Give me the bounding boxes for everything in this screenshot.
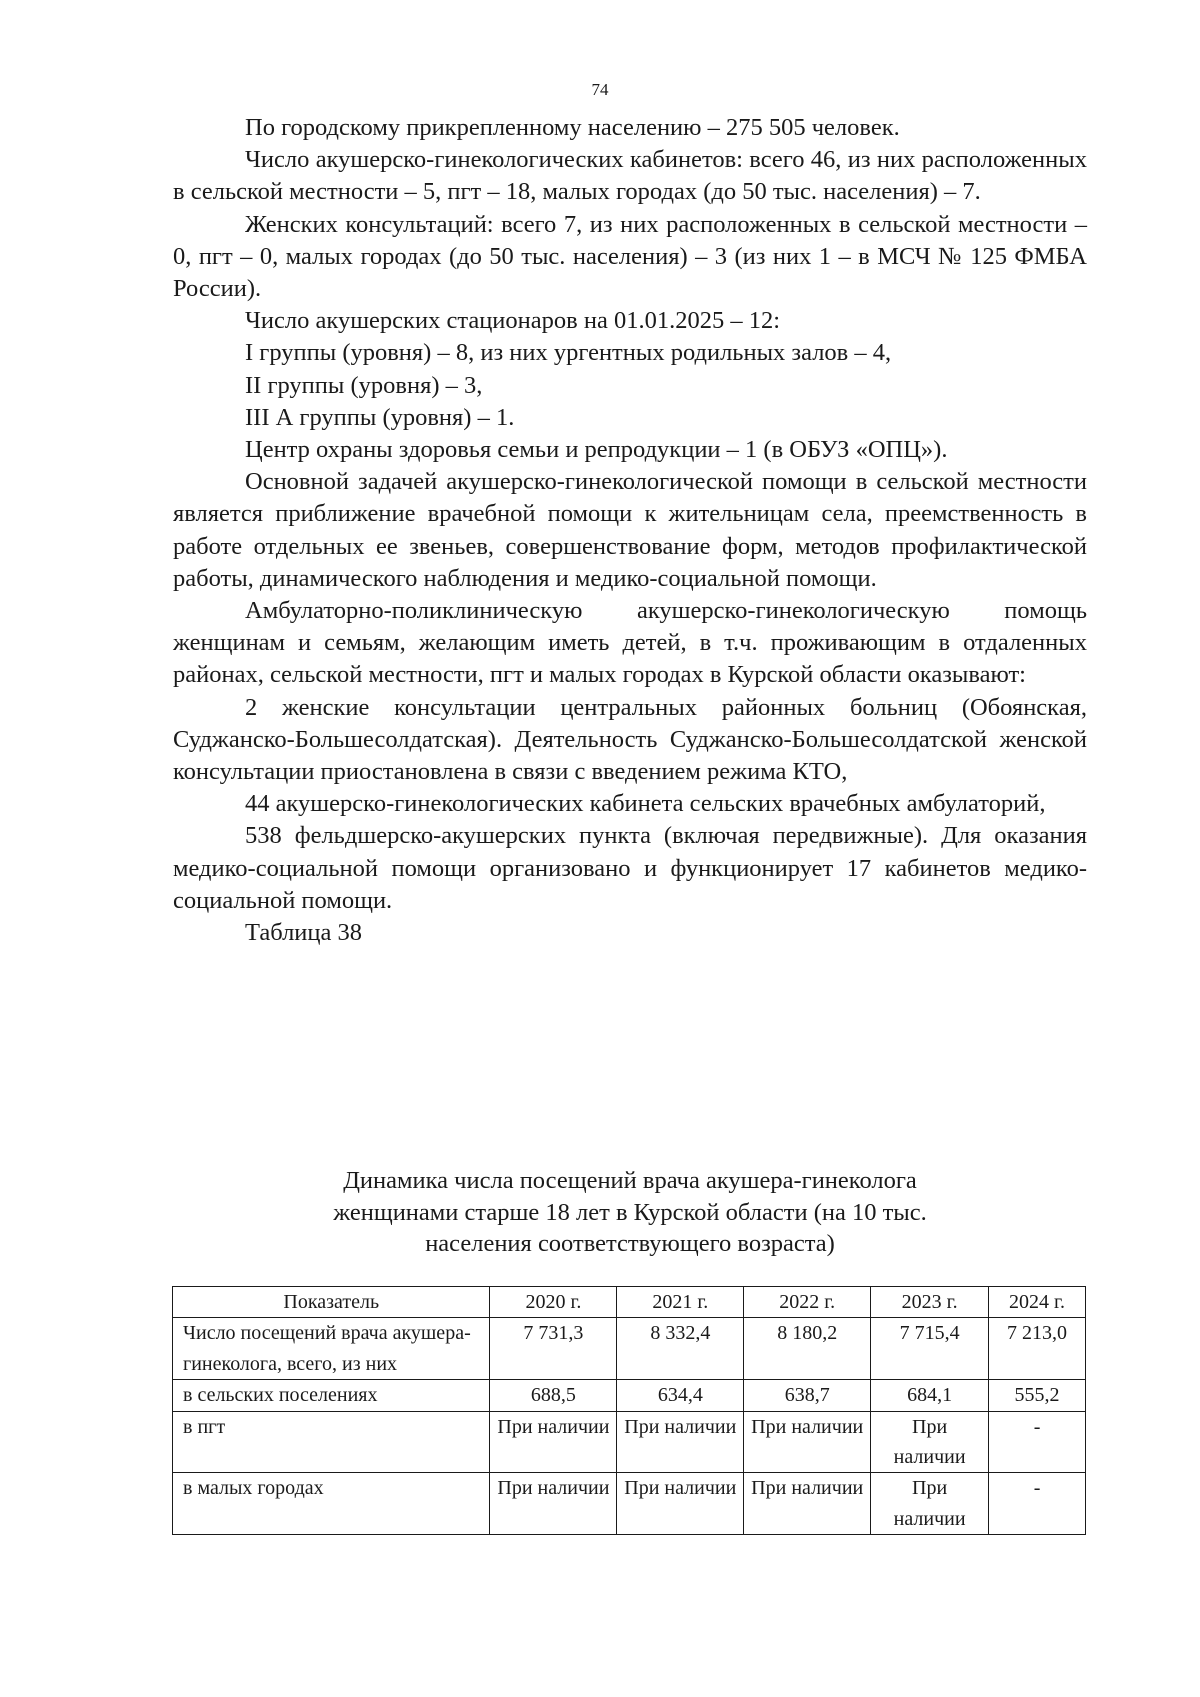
table-cell: 555,2 xyxy=(989,1380,1086,1411)
paragraph: Женских консультаций: всего 7, из них расположенных в сельской местности – 0, пгт – 0, малых городах (до 50 тыс. населения) – 3 (из них 1 – в МСЧ № 125 ФМБА России). xyxy=(173,210,1087,303)
table-cell: 7 715,4 xyxy=(871,1318,989,1380)
table-header-row xyxy=(173,1287,1086,1318)
row-label: в пгт xyxy=(173,1411,490,1473)
table-title-line: населения соответствующего возраста) xyxy=(425,1230,835,1258)
row-label: Число посещений врача акушера-гинеколога, всего, из них xyxy=(173,1318,490,1380)
column-header: 2022 г. xyxy=(744,1287,871,1318)
table-title xyxy=(240,1165,1020,1260)
table-cell: 7 731,3 xyxy=(490,1318,617,1380)
table-cell: При наличии xyxy=(744,1473,871,1535)
table-caption: Таблица 38 xyxy=(245,919,363,947)
paragraph: 44 акушерско-гинекологических кабинета сельских врачебных амбулаторий, xyxy=(245,790,1046,818)
paragraph: Число акушерско-гинекологических кабинетов: всего 46, из них расположенных в сельской местности – 5, пгт – 18, малых городах (до 50 тыс. населения) – 7. xyxy=(173,146,1087,206)
table-title-line: Динамика числа посещений врача акушера-гинеколога xyxy=(343,1167,917,1194)
table-cell: 688,5 xyxy=(490,1380,617,1411)
column-header: 2021 г. xyxy=(617,1287,744,1318)
paragraph: Амбулаторно-поликлиническую акушерско-гинекологическую помощь женщинам и семьям, желающим иметь детей, в т.ч. проживающим в отдаленных районах, сельской местности, пгт и малых городах в Курской области оказывают: xyxy=(173,597,1087,689)
paragraph: III А группы (уровня) – 1. xyxy=(245,403,515,431)
paragraph: II группы (уровня) – 3, xyxy=(245,371,483,399)
paragraph: По городскому прикрепленному населению – 275 505 человек. xyxy=(245,114,900,141)
table-cell: При наличии xyxy=(617,1411,744,1473)
column-header: 2024 г. xyxy=(989,1287,1086,1318)
table-cell: 634,4 xyxy=(617,1380,744,1411)
column-header: 2023 г. xyxy=(871,1287,989,1318)
table-cell: - xyxy=(989,1411,1086,1473)
table-cell: 638,7 xyxy=(744,1380,871,1411)
table-cell: При наличии xyxy=(744,1411,871,1473)
paragraph: 2 женские консультации центральных районных больниц (Обоянская, Суджанско-Большесолдатская). Деятельность Суджанско-Большесолдатской женской консультации приостановлена в связи с введением режима КТО, xyxy=(173,693,1087,786)
table-cell: 7 213,0 xyxy=(989,1318,1086,1380)
table-title-line: женщинами старше 18 лет в Курской области (на 10 тыс. xyxy=(333,1198,927,1226)
column-header: Показатель xyxy=(173,1287,490,1318)
paragraph: 538 фельдшерско-акушерских пункта (включая передвижные). Для оказания медико-социальной помощи организовано и функционирует 17 кабинетов медико-социальной помощи. xyxy=(173,822,1087,914)
row-label: в сельских поселениях xyxy=(173,1380,490,1411)
row-label: в малых городах xyxy=(173,1473,490,1535)
data-table xyxy=(172,1286,1086,1535)
table-cell: При наличии xyxy=(871,1473,989,1535)
paragraph: Центр охраны здоровья семьи и репродукции – 1 (в ОБУЗ «ОПЦ»). xyxy=(245,436,948,464)
table-cell: При наличии xyxy=(871,1411,989,1473)
table-row xyxy=(173,1473,1086,1535)
table-cell: При наличии xyxy=(490,1473,617,1535)
table-row xyxy=(173,1318,1086,1380)
table-cell: - xyxy=(989,1473,1086,1535)
paragraph: I группы (уровня) – 8, из них ургентных родильных залов – 4, xyxy=(245,339,892,367)
table-cell: 8 180,2 xyxy=(744,1318,871,1380)
paragraph: Число акушерских стационаров на 01.01.2025 – 12: xyxy=(245,307,781,335)
paragraph: Основной задачей акушерско-гинекологической помощи в сельской местности является приближение врачебной помощи к жительницам села, преемственность в работе отдельных ее звеньев, совершенствование форм, методов профилактической работы, динамического наблюдения и медико-социальной помощи. xyxy=(173,468,1087,592)
table-cell: При наличии xyxy=(617,1473,744,1535)
column-header: 2020 г. xyxy=(490,1287,617,1318)
table-row xyxy=(173,1411,1086,1473)
table-cell: 684,1 xyxy=(871,1380,989,1411)
page-number: 74 xyxy=(591,80,609,99)
table-cell: При наличии xyxy=(490,1411,617,1473)
body-text xyxy=(173,112,1087,949)
table-cell: 8 332,4 xyxy=(617,1318,744,1380)
table-row xyxy=(173,1380,1086,1411)
